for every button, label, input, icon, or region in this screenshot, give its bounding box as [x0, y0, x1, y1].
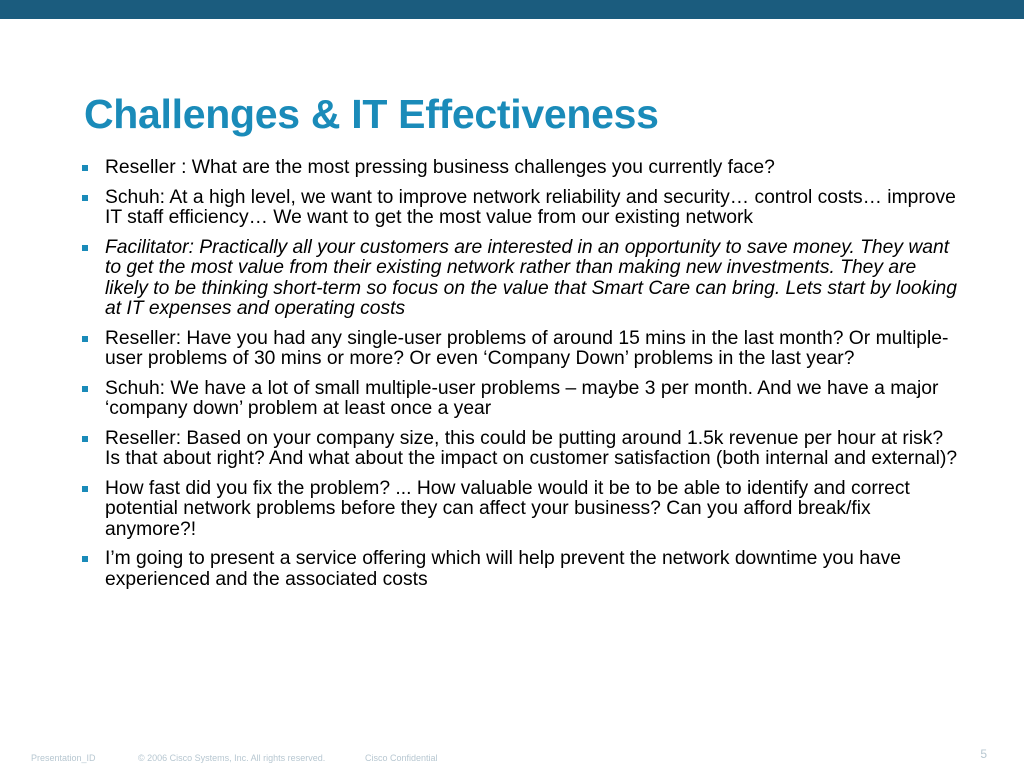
bullet-text: Schuh: At a high level, we want to improve network reliability and security… control costs… improve IT staff efficiency… We want to get the most value from our existing network	[105, 186, 956, 228]
bullet-item-1	[82, 158, 962, 179]
bullet-list	[82, 158, 962, 599]
bullet-text: Reseller: Have you had any single-user problems of around 15 mins in the last month? Or multiple-user problems of 30 mins or more? Or even ‘Company Down’ problems in the last year?	[105, 327, 949, 369]
square-bullet-icon	[82, 165, 88, 171]
bullet-item-4	[82, 329, 962, 370]
square-bullet-icon	[82, 336, 88, 342]
bullet-item-7	[82, 479, 962, 541]
square-bullet-icon	[82, 486, 88, 492]
bullet-item-6	[82, 429, 962, 470]
bullet-text: Facilitator: Practically all your customers are interested in an opportunity to save money. They want to get the most value from their existing network rather than making new investments. They are likely to be thinking short-term so focus on the value that Smart Care can bring. Lets start by looking at IT expenses and operating costs	[105, 236, 958, 319]
bullet-text: Reseller : What are the most pressing business challenges you currently face?	[105, 157, 775, 178]
footer-presentation-id: Presentation_ID	[31, 753, 96, 763]
bullet-text: How fast did you fix the problem? ... How valuable would it be to be able to identify and correct potential network problems before they can affect your business? Can you afford break/fix anymore?!	[105, 477, 910, 540]
footer-confidential: Cisco Confidential	[365, 753, 438, 763]
bullet-item-5	[82, 379, 962, 420]
bullet-text: Schuh: We have a lot of small multiple-user problems – maybe 3 per month. And we have a major ‘company down’ problem at least once a year	[105, 377, 939, 419]
square-bullet-icon	[82, 195, 88, 201]
slide-title: Challenges & IT Effectiveness	[84, 91, 659, 137]
footer-copyright: © 2006 Cisco Systems, Inc. All rights reserved.	[138, 753, 326, 763]
bullet-text: Reseller: Based on your company size, this could be putting around 1.5k revenue per hour at risk? Is that about right? And what about the impact on customer satisfaction (both internal and external)?	[105, 427, 958, 469]
square-bullet-icon	[82, 386, 88, 392]
square-bullet-icon	[82, 245, 88, 251]
bullet-item-2	[82, 188, 962, 229]
bullet-item-8	[82, 549, 962, 590]
bullet-text: I’m going to present a service offering which will help prevent the network downtime you have experienced and the associated costs	[105, 548, 901, 590]
page-number: 5	[980, 747, 987, 761]
square-bullet-icon	[82, 556, 88, 562]
bullet-item-3	[82, 238, 962, 320]
square-bullet-icon	[82, 436, 88, 442]
top-banner-bar	[0, 0, 1024, 19]
